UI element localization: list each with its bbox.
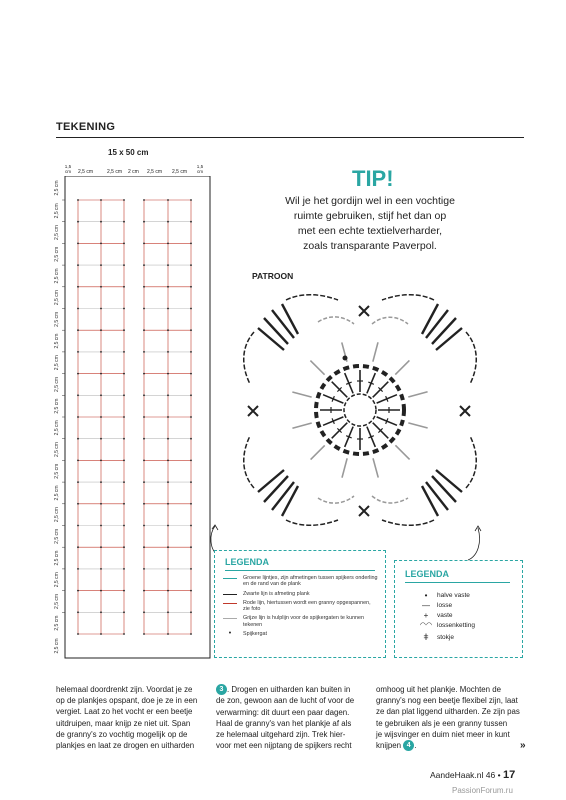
nail-hole [100,633,102,635]
text-line: je wijsvinger en duim niet meer in kunt [376,729,510,739]
nail-hole [167,329,169,331]
nail-hole [100,329,102,331]
stitch-stroke [373,458,378,477]
page-number: 17 [502,769,516,781]
nail-hole [143,373,145,375]
nail-hole [100,199,102,201]
nail-hole [190,568,192,570]
stitch-stroke [292,423,311,428]
nail-hole [190,243,192,245]
nail-hole [143,199,145,201]
corner-fans [258,304,462,516]
legend-item [415,590,515,600]
nail-hole [123,503,125,505]
tip-line: Wil je het gordijn wel in een vochtige [285,195,455,207]
legend-item [415,620,515,630]
side-dim-label: 2,5 cm [54,442,60,458]
nail-hole [123,308,125,310]
legend-items [415,590,515,644]
text-line: Haal de granny's van het plankje af als [216,718,352,728]
nail-hole [190,460,192,462]
tip-text [276,194,464,254]
nail-hole [190,308,192,310]
green-line-swatch [223,578,237,579]
dim-label: 1,5 cm [196,164,204,174]
nail-hole [167,264,169,266]
nail-hole [190,221,192,223]
legend-drawing [214,550,386,658]
legend-item [223,631,379,637]
side-dim-label: 2,5 cm [54,463,60,479]
nail-hole [190,481,192,483]
nail-hole [143,416,145,418]
nail-hole [190,590,192,592]
single-crochet-icon: + [423,610,429,620]
legend-item [223,575,379,588]
legend-stitches [394,560,523,658]
nail-hole [123,199,125,201]
slip-stitch-icon: • [424,590,428,600]
nail-hole [77,590,79,592]
body-column-3 [376,684,536,751]
black-line-swatch [223,594,237,595]
nail-hole [167,351,169,353]
side-dim-label: 2,5 cm [54,355,60,371]
nail-hole [143,438,145,440]
nail-hole [77,633,79,635]
nail-hole [190,633,192,635]
section-title: TEKENING [56,121,116,133]
nail-hole [77,308,79,310]
stitch-stroke [292,392,311,397]
nail-hole [100,460,102,462]
text-line: uitdruipen, maar knijp ze niet uit. Span [56,718,191,728]
side-dim-label: 2,5 cm [54,311,60,327]
text-line: omhoog uit het plankje. Mochten de [376,685,502,694]
side-dim-label: 2,5 cm [54,268,60,284]
legend-item-text: lossenketting [437,621,475,629]
legend-items [223,575,379,637]
nail-hole [77,221,79,223]
nail-hole [143,481,145,483]
nail-hole [100,525,102,527]
nail-hole [123,546,125,548]
dim-label: 2,5 cm [172,169,188,175]
text-fragment: . [414,741,417,751]
nail-hole [123,568,125,570]
stitch-stroke [311,445,325,459]
nail-hole [123,438,125,440]
text-line: vergiet. Laat zo het vocht er een beetje [56,707,193,717]
side-dim-label: 2,5 cm [54,572,60,588]
drawing-size-label: 15 x 50 cm [108,148,149,157]
nail-hole [143,568,145,570]
nail-hole [100,611,102,613]
nail-hole [143,286,145,288]
nail-hole [77,546,79,548]
nail-hole [143,590,145,592]
nail-hole [123,286,125,288]
nail-hole [190,264,192,266]
nail-hole [167,568,169,570]
fan-top-right [422,304,462,350]
footer-bullet: • [497,770,501,780]
nail-hole [100,481,102,483]
dim-label: 2,5 cm [107,169,123,175]
chain-icon: — [422,600,430,610]
nail-hole [123,373,125,375]
nail-hole [100,590,102,592]
tip-line: zoals transparante Paverpol. [303,240,437,252]
tip-line: ruimte gebruiken, stijf het dan op [293,210,447,222]
legend-item [223,600,379,613]
side-dim-label: 2,5 cm [54,180,60,196]
nail-hole [100,394,102,396]
fan-bottom-right [422,470,462,516]
pattern-title: PATROON [252,271,294,281]
nail-hole [100,438,102,440]
nail-hole [190,373,192,375]
side-dim-label: 2,5 cm [54,246,60,262]
legend-title-rule [405,582,510,583]
nail-hole [190,286,192,288]
nail-hole [167,286,169,288]
nail-hole [167,243,169,245]
dot-swatch: • [228,630,232,638]
nail-hole [190,525,192,527]
side-dim-label: 2,5 cm [54,333,60,349]
legend-item-text: Groene lijntjes, zijn afmetingen tussen spijkers onderling en de rand van de plank [243,575,378,588]
legend-title: LEGENDA [225,557,270,567]
nail-hole [190,199,192,201]
nail-hole [100,243,102,245]
nail-hole [167,611,169,613]
side-dim-label: 2,5 cm [54,225,60,241]
page-footer [430,769,515,781]
plank-drawing [48,176,218,660]
nail-hole [143,243,145,245]
nail-hole [100,221,102,223]
step-marker: 4 [403,740,414,751]
legend-item [223,591,379,597]
nail-hole [123,460,125,462]
watermark: PassionForum.ru [452,786,513,795]
nail-hole [123,351,125,353]
side-dim-label: 2,5 cm [54,507,60,523]
nail-hole [77,243,79,245]
text-line: de granny's zo vochtig mogelijk op de [56,729,188,739]
nail-hole [77,611,79,613]
nail-hole [143,329,145,331]
text-line: ze helemaal uitgehard zijn. Trek hier- [216,730,346,740]
nail-hole [167,633,169,635]
legend-item [415,630,515,644]
text-line: op de plankjes opspant, doe je ze in een [56,696,198,706]
legend-item-text: halve vaste [437,591,470,599]
nail-hole [77,568,79,570]
text-line: te gebruiken als je een granny tussen [376,718,508,728]
nail-hole [123,243,125,245]
nail-hole [143,460,145,462]
section-divider [56,137,524,138]
nail-hole [100,503,102,505]
legend-item-text: Spijkergat [243,631,267,638]
red-line-swatch [223,603,237,604]
stitch-stroke [373,342,378,361]
side-dim-label: 2,5 cm [54,203,60,219]
step-marker: 3 [216,684,227,695]
tip-line: met een echte textielverharder, [297,225,443,237]
slip-stitch-dot [343,356,348,361]
nail-hole [123,264,125,266]
nail-hole [77,416,79,418]
legend-item [415,600,515,610]
nail-hole [100,351,102,353]
nail-hole [77,394,79,396]
body-column-2 [216,684,376,751]
nail-hole [123,633,125,635]
dim-label: 2,5 cm [147,169,163,175]
dim-label: 2,5 cm [78,169,94,175]
grey-line-swatch [223,618,237,619]
nail-hole [190,329,192,331]
nail-hole [167,416,169,418]
side-dim-label: 2,5 cm [54,420,60,436]
stitch-stroke [395,360,409,374]
nail-hole [143,264,145,266]
nail-hole [167,394,169,396]
nail-hole [190,546,192,548]
nail-hole [143,308,145,310]
nail-hole [190,503,192,505]
text-line: plankjes en laat ze drogen en uitharden [56,741,195,751]
nail-hole [143,546,145,548]
nail-hole [77,460,79,462]
nail-hole [77,286,79,288]
nail-hole [123,416,125,418]
footer-site: AandeHaak.nl 46 [430,770,496,780]
nail-hole [100,308,102,310]
side-dim-label: 2,5 cm [54,376,60,392]
nail-hole [167,590,169,592]
nail-hole [190,416,192,418]
legend-item-text: Rode lijn, hiertussen wordt een granny opgespannen, zie foto [243,599,371,613]
nail-hole [167,199,169,201]
side-dim-label: 2,5 cm [54,550,60,566]
nail-hole [100,416,102,418]
side-dim-label: 2,5 cm [54,528,60,544]
center-ring [344,394,376,426]
nail-hole [190,438,192,440]
legend-item [223,615,379,628]
nail-hole [123,394,125,396]
nail-hole [123,329,125,331]
chain-row-icon: ◠◠ [419,622,433,629]
fan-bottom-left [258,470,298,516]
nail-hole [100,373,102,375]
body-column-1 [56,684,216,751]
nail-hole [100,264,102,266]
nail-hole [167,503,169,505]
nail-hole [100,568,102,570]
stitch-stroke [408,423,427,428]
text-line: de zon, gewoon aan de lucht of voor de [216,696,355,706]
side-dim-label: 2,5 cm [54,638,60,654]
fan-top-left [258,304,298,350]
legend-item-text: losse [437,601,453,609]
side-dim-label: 2,5 cm [54,615,60,631]
nail-hole [123,590,125,592]
nail-hole [123,611,125,613]
legend-title: LEGENDA [405,569,450,579]
nail-hole [100,546,102,548]
nail-hole [190,394,192,396]
stitch-stroke [408,392,427,397]
legend-item-text: stokje [437,633,454,641]
nail-hole [77,351,79,353]
nail-hole [143,503,145,505]
text-line: verwarming: dit duurt een paar dagen. [216,707,350,717]
nail-hole [143,611,145,613]
text-line [376,740,536,751]
nail-hole [123,481,125,483]
stitch-stroke [342,458,347,477]
nail-hole [77,438,79,440]
double-crochet-icon: ǂ [423,632,429,642]
nail-hole [167,481,169,483]
stitch-stroke [395,445,409,459]
nail-hole [167,221,169,223]
text-fragment: . Drogen en uitharden kan buiten in [227,685,351,694]
dim-label: 1,5 cm [64,164,72,174]
corner-chains [244,295,477,526]
nail-hole [77,481,79,483]
nail-hole [167,460,169,462]
side-dim-label: 2,5 cm [54,485,60,501]
nail-hole [143,633,145,635]
text-line: granny's nog een beetje flexibel zijn, laat [376,696,518,706]
nail-hole [167,525,169,527]
legend-item-text: Zwarte lijn is afmeting plank [243,590,310,597]
legend-item-text: vaste [437,611,453,619]
text-fragment: knijpen [376,741,402,751]
nail-hole [190,611,192,613]
nail-hole [167,438,169,440]
nail-hole [167,373,169,375]
stitch-stroke [310,361,324,375]
tip-title: TIP! [352,166,394,191]
nail-hole [190,351,192,353]
nail-hole [77,373,79,375]
side-dim-label: 2,5 cm [54,290,60,306]
text-line: helemaal doordrenkt zijn. Voordat je ze [56,685,193,694]
nail-hole [77,525,79,527]
legend-item [415,610,515,620]
nail-hole [123,221,125,223]
nail-hole [143,221,145,223]
text-line: ze dan plat liggend uitharden. Ze zijn pas [376,707,520,717]
dim-label: 2 cm [128,169,139,175]
pointer-arrow [460,520,490,562]
nail-hole [77,503,79,505]
nail-hole [77,264,79,266]
side-dim-label: 2,5 cm [54,398,60,414]
text-line: voor met een nijptang de spijkers recht [216,741,352,751]
side-dim-label: 2,5 cm [54,593,60,609]
nail-hole [167,546,169,548]
nail-hole [143,351,145,353]
nail-hole [100,286,102,288]
legend-item-text: Grijze lijn is hulplijn voor de spijkergaten te kunnen tekenen [243,615,365,628]
nail-hole [77,199,79,201]
granny-square-diagram [238,288,482,534]
text-line [216,684,376,695]
nail-hole [77,329,79,331]
legend-title-rule [225,570,375,571]
nail-hole [167,308,169,310]
nail-hole [143,525,145,527]
continue-arrow: » [520,740,526,751]
nail-hole [123,525,125,527]
nail-hole [143,394,145,396]
